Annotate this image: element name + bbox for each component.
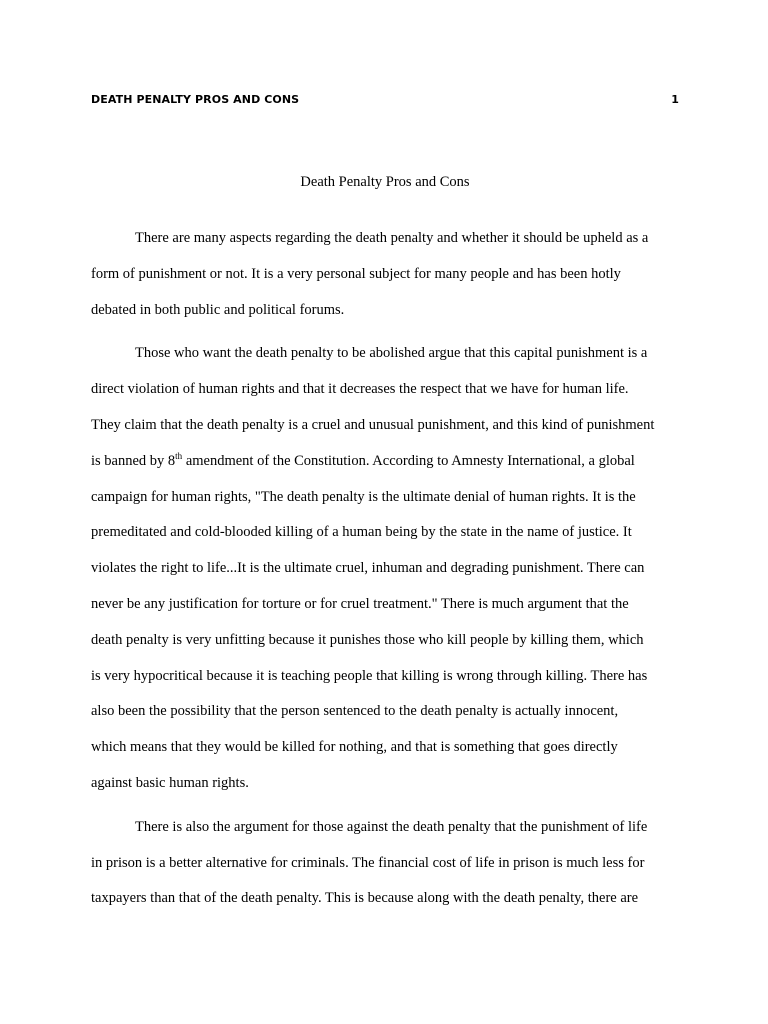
paragraph-line: There are many aspects regarding the death penalty and whether it should be upheld as a (135, 230, 649, 246)
paragraph-line: never be any justification for torture or for cruel treatment." There is much argument that the (91, 595, 629, 612)
paragraph-line: also been the possibility that the person sentenced to the death penalty is actually innocent, (91, 703, 619, 720)
paragraph-line: form of punishment or not. It is a very personal subject for many people and has been hotly (91, 265, 621, 282)
paragraph-line: campaign for human rights, "The death penalty is the ultimate denial of human rights. It is the (91, 488, 636, 505)
paragraph-line: is very hypocritical because it is teaching people that killing is wrong through killing. There has (91, 667, 648, 684)
paragraph-1 (91, 221, 679, 328)
paragraph-2 (91, 336, 679, 801)
line-text: amendment of the Constitution. According to Amnesty International, a global (182, 452, 635, 469)
ordinal-superscript: th (175, 450, 183, 461)
paragraph-line: They claim that the death penalty is a cruel and unusual punishment, and this kind of punishment (91, 416, 655, 433)
running-head (91, 93, 679, 109)
document-title: Death Penalty Pros and Cons (300, 174, 470, 190)
paragraph-line: violates the right to life...It is the ultimate cruel, inhuman and degrading punishment. There can (91, 560, 645, 577)
paragraph-line: taxpayers than that of the death penalty. This is because along with the death penalty, there are (91, 890, 639, 907)
paragraph-line: debated in both public and political forums. (91, 301, 345, 318)
paragraph-line: death penalty is very unfitting because it punishes those who kill people by killing them, which (91, 631, 644, 648)
paragraph-line: in prison is a better alternative for criminals. The financial cost of life in prison is much less for (91, 854, 645, 871)
paragraph-line: There is also the argument for those against the death penalty that the punishment of life (135, 818, 648, 835)
paragraph-line: premeditated and cold-blooded killing of a human being by the state in the name of justice. It (91, 524, 632, 541)
running-head-title: DEATH PENALTY PROS AND CONS (91, 93, 300, 106)
line-text: is banned by 8 (91, 452, 176, 469)
paragraph-line: against basic human rights. (91, 774, 249, 791)
paragraph-3 (91, 810, 679, 917)
document-body (91, 221, 679, 917)
paragraph-line: which means that they would be killed for nothing, and that is something that goes directly (91, 739, 618, 756)
page-number: 1 (671, 93, 679, 106)
paragraph-line (91, 444, 679, 480)
paragraph-line: direct violation of human rights and that it decreases the respect that we have for human life. (91, 381, 629, 398)
paragraph-line: Those who want the death penalty to be abolished argue that this capital punishment is a (135, 345, 648, 362)
